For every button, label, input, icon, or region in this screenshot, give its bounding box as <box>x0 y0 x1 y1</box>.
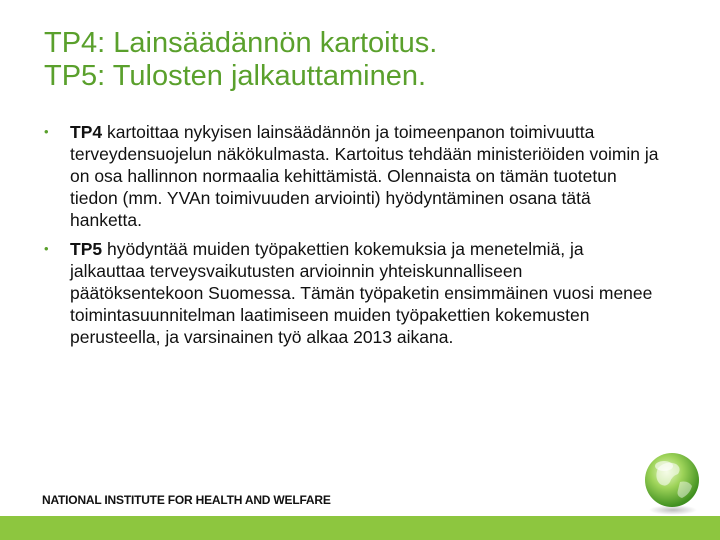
bullet-text: kartoittaa nykyisen lainsäädännön ja toimeenpanon toimivuutta terveydensuojelun näkökulmasta. Kartoitus tehdään ministeriöiden voimin ja on osa hallinnon normaalia kehittämistä. Olennaista on tämän tuotetun tiedon (mm. YVAn toimivuuden arviointi) hyödyntäminen osana tätä hanketta. <box>70 122 659 230</box>
bullet-dot-icon: • <box>44 124 49 139</box>
bullet-item-tp5 <box>44 238 660 348</box>
institute-name: NATIONAL INSTITUTE FOR HEALTH AND WELFARE <box>42 493 331 507</box>
bullet-text: hyödyntää muiden työpakettien kokemuksia ja menetelmiä, ja jalkauttaa terveysvaikutusten arvioinnin yhteiskunnalliseen päätöksentekoon Suomessa. Tämän työpaketin ensimmäinen vuosi menee toimintasuunnitelman laatimiseen muiden työpakettien kokemusten perusteella, ja varsinainen työ alkaa 2013 aikana. <box>70 239 653 347</box>
slide-title <box>44 27 684 93</box>
bullet-keyword: TP4 <box>70 122 103 142</box>
footer-band <box>0 516 720 540</box>
bullet-list <box>44 121 660 355</box>
bullet-dot-icon: • <box>44 241 49 256</box>
green-globe-icon <box>636 446 708 518</box>
title-line-1: TP4: Lainsäädännön kartoitus. <box>44 27 438 59</box>
bullet-keyword: TP5 <box>70 239 103 259</box>
bullet-item-tp4 <box>44 121 660 231</box>
title-line-2: TP5: Tulosten jalkauttaminen. <box>44 60 427 92</box>
